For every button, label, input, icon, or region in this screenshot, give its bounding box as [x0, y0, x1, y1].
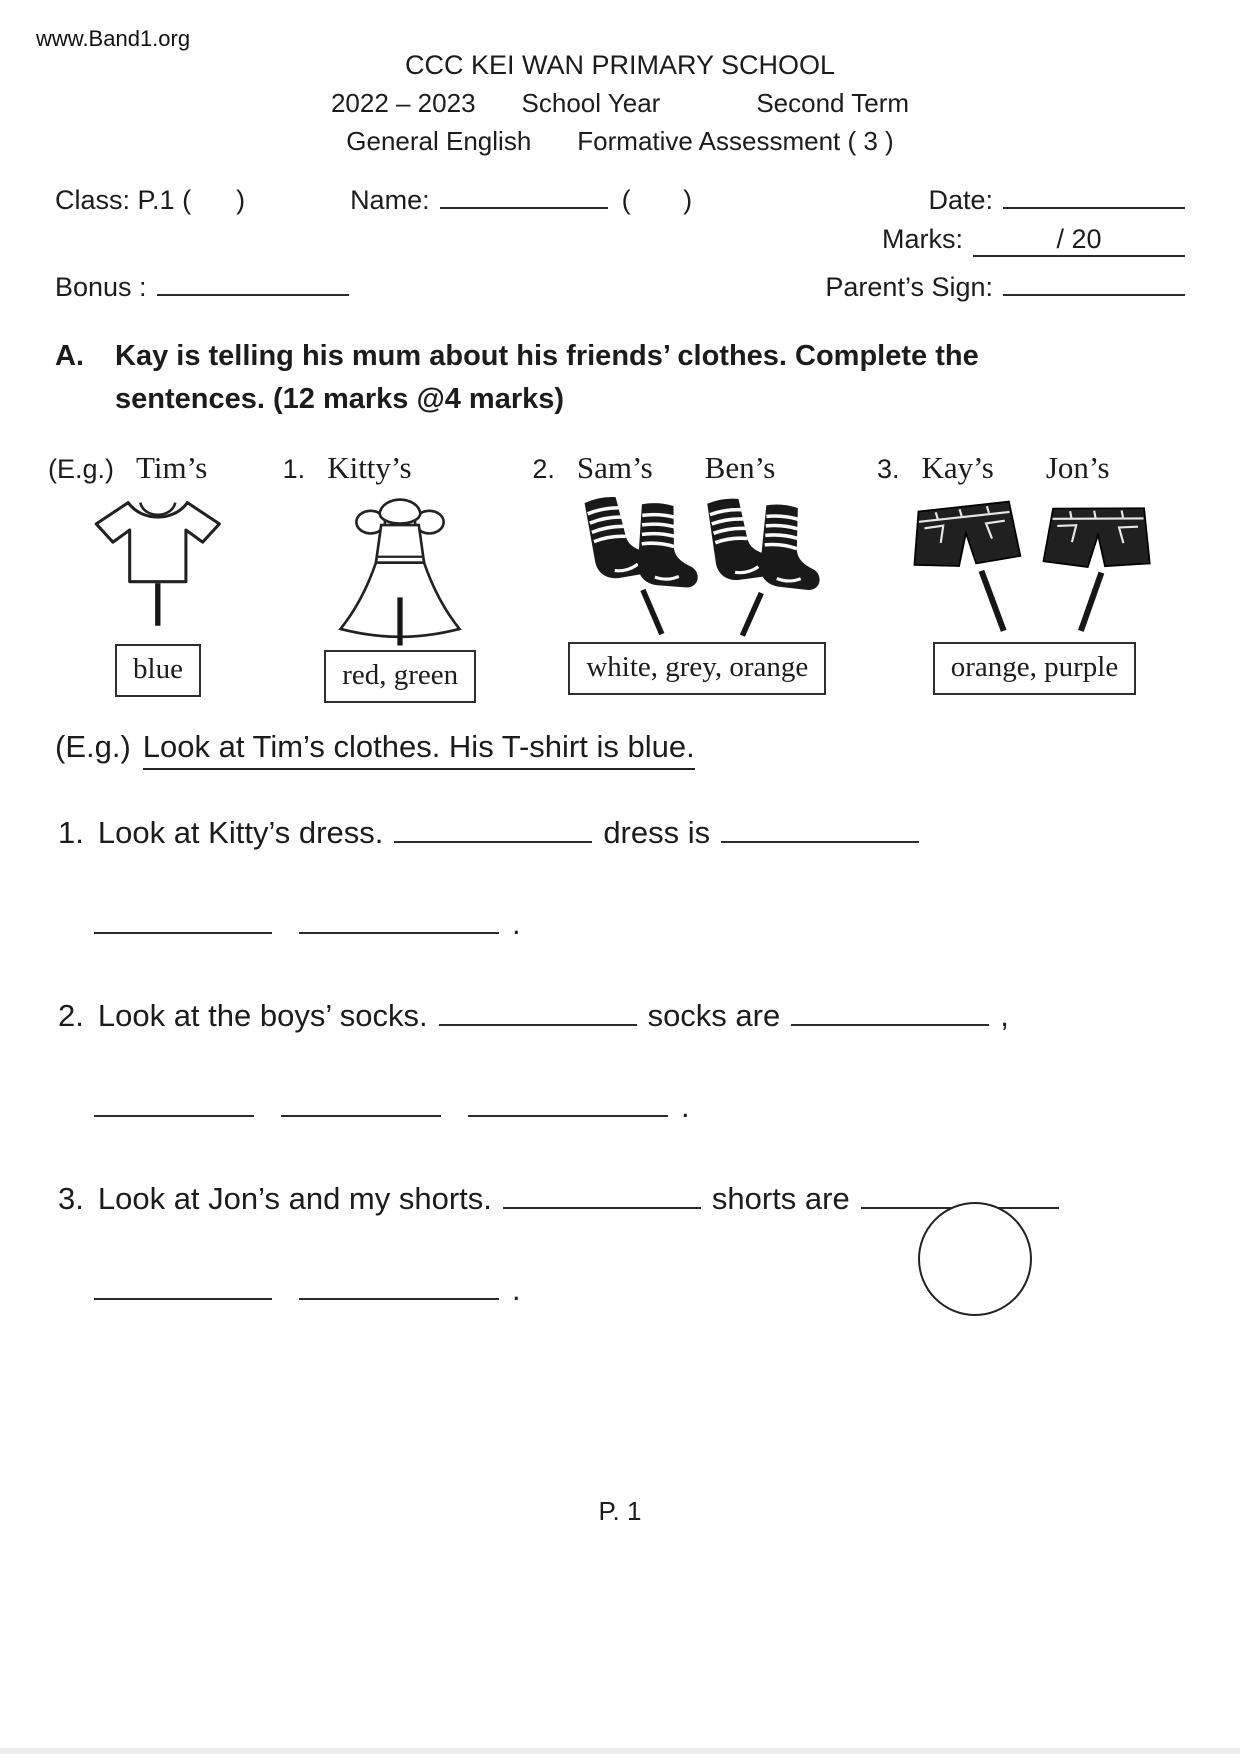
- class-label: Class: P.1 ( ): [55, 185, 246, 216]
- question-3: [0, 1177, 1240, 1308]
- owner-name: Sam’s: [576, 449, 653, 485]
- question-number: 3.: [58, 1181, 84, 1217]
- owner-name: Kitty’s: [327, 449, 412, 485]
- example-text: Look at Tim’s clothes. His T-shirt is blue.: [143, 729, 695, 770]
- t-shirt-icon: [78, 492, 238, 644]
- name-paren: ( ): [621, 185, 693, 216]
- info-row-2: [55, 224, 1185, 257]
- year-range: 2022 – 2023: [330, 88, 476, 118]
- header-line-year: [0, 88, 1240, 119]
- item-number: 3.: [876, 453, 900, 484]
- color-label-box: red, green: [324, 650, 476, 703]
- answer-blank: [94, 1084, 254, 1117]
- question-continuation: [58, 1084, 1240, 1125]
- owner-name: Ben’s: [704, 449, 776, 485]
- bonus-label: Bonus :: [55, 271, 147, 302]
- score-circle: [918, 1202, 1032, 1316]
- item-head: [532, 450, 862, 486]
- item-number: 1.: [282, 453, 306, 484]
- question-lead: Look at the boys’ socks.: [97, 998, 428, 1034]
- answer-blank: [94, 1267, 272, 1300]
- clothing-items: [0, 450, 1240, 703]
- question-line: [58, 1177, 1240, 1218]
- marks-total: / 20: [1056, 224, 1102, 255]
- assessment-label: Formative Assessment ( 3 ): [577, 126, 894, 156]
- question-mid: socks are: [647, 998, 781, 1034]
- dress-icon: [321, 492, 479, 650]
- color-label-box: orange, purple: [933, 642, 1137, 695]
- sentence-period: .: [512, 1271, 521, 1307]
- info-row-1: [55, 181, 1185, 216]
- owner-name: Kay’s: [921, 449, 994, 485]
- answer-blank: [281, 1084, 441, 1117]
- name-label: Name:: [350, 185, 430, 216]
- parent-sign-field: [825, 267, 1185, 302]
- header: [0, 0, 1240, 157]
- answer-blank: [94, 901, 272, 934]
- question-lead: Look at Kitty’s dress.: [97, 815, 384, 851]
- item-3: [877, 450, 1192, 703]
- marks-label: Marks:: [882, 224, 963, 255]
- color-label-box: white, grey, orange: [568, 642, 826, 695]
- term-label: Second Term: [756, 88, 910, 118]
- owner-name: Jon’s: [1045, 449, 1110, 485]
- shorts-icon: [906, 492, 1163, 642]
- answer-blank: [468, 1084, 668, 1117]
- question-lead: Look at Jon’s and my shorts.: [97, 1181, 492, 1217]
- header-line-subject: [0, 126, 1240, 157]
- school-name: CCC KEI WAN PRIMARY SCHOOL: [404, 50, 836, 80]
- answer-blank: [394, 811, 592, 844]
- marks-field: [882, 224, 1185, 257]
- sentence-period: .: [512, 905, 521, 941]
- question-line: [58, 811, 1240, 852]
- question-1: [0, 811, 1240, 942]
- student-info: [0, 181, 1240, 303]
- item-head: [283, 450, 518, 486]
- question-2: [0, 994, 1240, 1125]
- date-field: [928, 181, 1185, 216]
- name-field: [350, 181, 692, 216]
- date-label: Date:: [928, 185, 993, 216]
- color-label-box: blue: [115, 644, 201, 697]
- watermark: www.Band1.org: [36, 26, 191, 51]
- answer-blank: [721, 811, 919, 844]
- marks-blank: [973, 225, 1185, 257]
- question-number: 2.: [58, 998, 84, 1034]
- question-number: 1.: [58, 815, 84, 851]
- answer-blank: [299, 901, 499, 934]
- sentence-period: .: [681, 1088, 690, 1124]
- example-prefix: (E.g.): [55, 728, 131, 764]
- question-continuation: [58, 901, 1240, 942]
- item-head: [48, 450, 268, 486]
- info-row-3: [55, 267, 1185, 302]
- subject-label: General English: [346, 126, 532, 156]
- item-2: [532, 450, 862, 703]
- question-tail: ,: [1000, 998, 1009, 1034]
- parent-sign-blank: [1003, 267, 1185, 295]
- item-head: [877, 450, 1192, 486]
- name-blank: [440, 181, 608, 209]
- item-number: (E.g.): [48, 453, 115, 484]
- question-line: [58, 994, 1240, 1035]
- socks-icon: [575, 492, 820, 642]
- answer-blank: [503, 1177, 701, 1210]
- question-mid: dress is: [603, 815, 711, 851]
- owner-name: Tim’s: [136, 449, 208, 485]
- section-letter: A.: [55, 339, 84, 372]
- item-number: 2.: [532, 453, 555, 484]
- school-year-label: School Year: [521, 88, 661, 118]
- item-example: [48, 450, 268, 703]
- question-continuation: [58, 1267, 1240, 1308]
- bonus-blank: [157, 267, 349, 295]
- page-number: P. 1: [598, 1496, 642, 1526]
- example-sentence: [0, 729, 1240, 765]
- bonus-field: [55, 267, 349, 302]
- question-mid: shorts are: [711, 1181, 850, 1217]
- answer-blank: [299, 1267, 499, 1300]
- answer-blank: [791, 994, 989, 1027]
- item-1: [283, 450, 518, 703]
- answer-blank: [439, 994, 637, 1027]
- parent-sign-label: Parent’s Sign:: [825, 271, 993, 302]
- section-a-heading: [0, 335, 1240, 422]
- date-blank: [1003, 181, 1185, 209]
- scan-edge: [0, 1748, 1240, 1754]
- section-instruction: Kay is telling his mum about his friends’ clothes. Complete the sentences. (12 marks @4 marks): [115, 339, 979, 416]
